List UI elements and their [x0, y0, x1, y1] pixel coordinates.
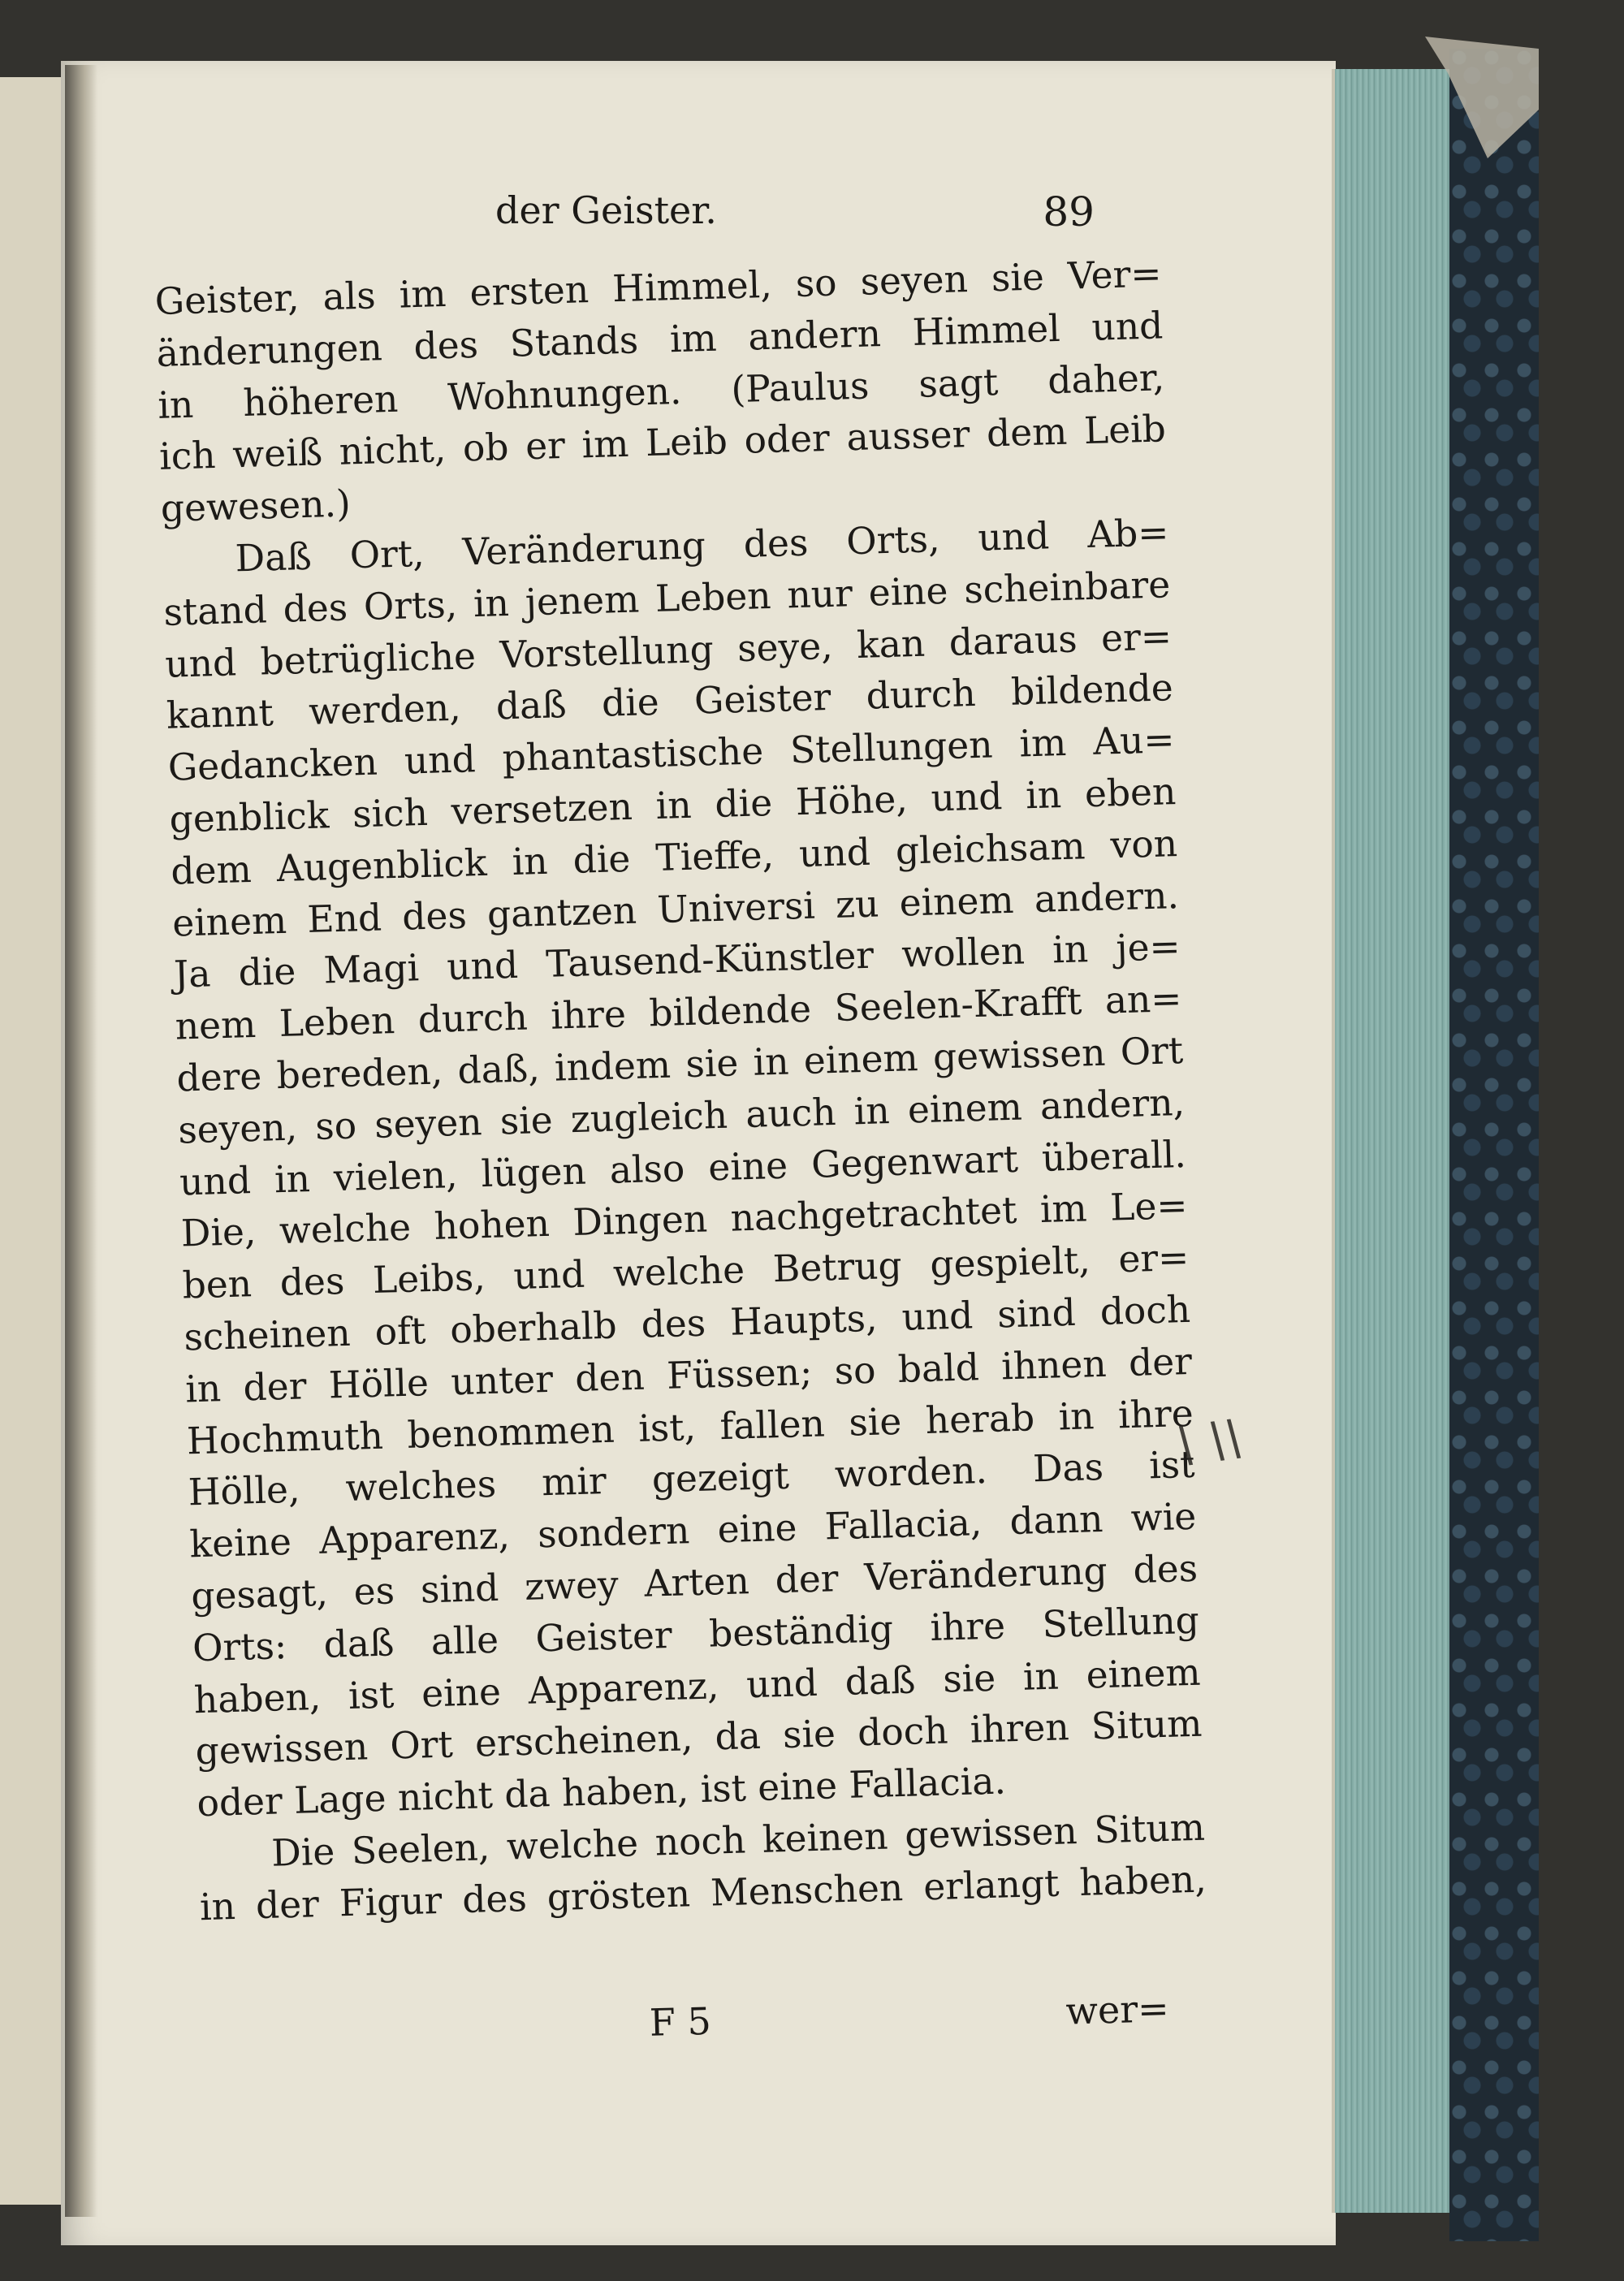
text-line: Daß Ort, Veränderung des Orts, und Ab=	[235, 511, 1170, 581]
text-line: in höheren Wohnungen. (Paulus sagt daher,	[157, 355, 1165, 427]
text-line: genblick sich versetzen in die Höhe, und in eben	[168, 770, 1177, 841]
margin-annotation: \ \\	[1173, 1408, 1246, 1475]
text-line: und in vielen, lügen also eine Gegenwart überall.	[179, 1132, 1187, 1204]
text-line: in der Figur des grösten Menschen erlangt haben,	[199, 1857, 1207, 1929]
text-line: ich weiß nicht, ob er im Leib oder ausser dem Leib	[158, 407, 1167, 479]
text-line: Die Seelen, welche noch keinen gewissen Situm	[270, 1805, 1206, 1875]
body-text	[154, 248, 1207, 1933]
text-line: stand des Orts, in jenem Leben nur eine scheinbare	[162, 563, 1171, 634]
text-line: oder Lage nicht da haben, ist eine Fallacia.	[196, 1759, 1007, 1825]
gutter-shadow	[65, 65, 97, 2217]
text-line: nem Leben durch ihre bildende Seelen-Krafft an=	[175, 977, 1183, 1048]
text-line: gewissen Ort erscheinen, da sie doch ihren Situm	[195, 1701, 1203, 1773]
text-line: ben des Leibs, und welche Betrug gespielt, er=	[181, 1236, 1190, 1307]
text-line: scheinen oft oberhalb des Haupts, und sind doch	[183, 1287, 1191, 1359]
text-line: Geister, als im ersten Himmel, so seyen sie Ver=	[154, 252, 1163, 323]
marbled-cover	[1449, 49, 1539, 2241]
text-line: gewesen.)	[160, 482, 352, 531]
text-line: in der Hölle unter den Füssen; so bald ihnen der	[184, 1339, 1193, 1411]
text-line: haben, ist eine Apparenz, und daß sie in einem	[193, 1650, 1202, 1722]
text-line: Gedancken und phantastische Stellungen im Au=	[167, 718, 1176, 789]
page-header	[154, 188, 1104, 245]
text-line: Hochmuth benommen ist, fallen sie herab in ihre	[186, 1391, 1194, 1462]
page-block-edge	[1332, 69, 1457, 2213]
catchword: wer=	[1065, 1986, 1170, 2033]
text-line: dere bereden, daß, indem sie in einem gewissen Ort	[175, 1028, 1184, 1100]
text-line: änderungen des Stands im andern Himmel und	[155, 304, 1164, 375]
text-line: und betrügliche Vorstellung seye, kan daraus er=	[164, 614, 1173, 686]
text-line: kannt werden, daß die Geister durch bildende	[166, 666, 1174, 738]
text-line: einem End des gantzen Universi zu einem andern.	[171, 873, 1180, 945]
text-line: Orts: daß alle Geister beständig ihre Stellung	[192, 1598, 1200, 1670]
text-line: Ja die Magi und Tausend-Künstler wollen in je=	[173, 925, 1181, 997]
text-line: Die, welche hohen Dingen nachgetrachtet im Le=	[180, 1184, 1189, 1255]
text-line: gesagt, es sind zwey Arten der Veränderung des	[190, 1546, 1199, 1618]
text-line: seyen, so seyen sie zugleich auch in einem andern,	[177, 1080, 1186, 1152]
text-line: keine Apparenz, sondern eine Fallacia, dann wie	[188, 1494, 1197, 1566]
text-line: Hölle, welches mir gezeigt worden. Das ist	[188, 1443, 1196, 1514]
signature-mark: F 5	[649, 1998, 712, 2045]
running-head: der Geister.	[495, 188, 717, 232]
page-number: 89	[1043, 188, 1095, 235]
text-line: dem Augenblick in die Tieffe, und gleichsam von	[170, 821, 1178, 893]
